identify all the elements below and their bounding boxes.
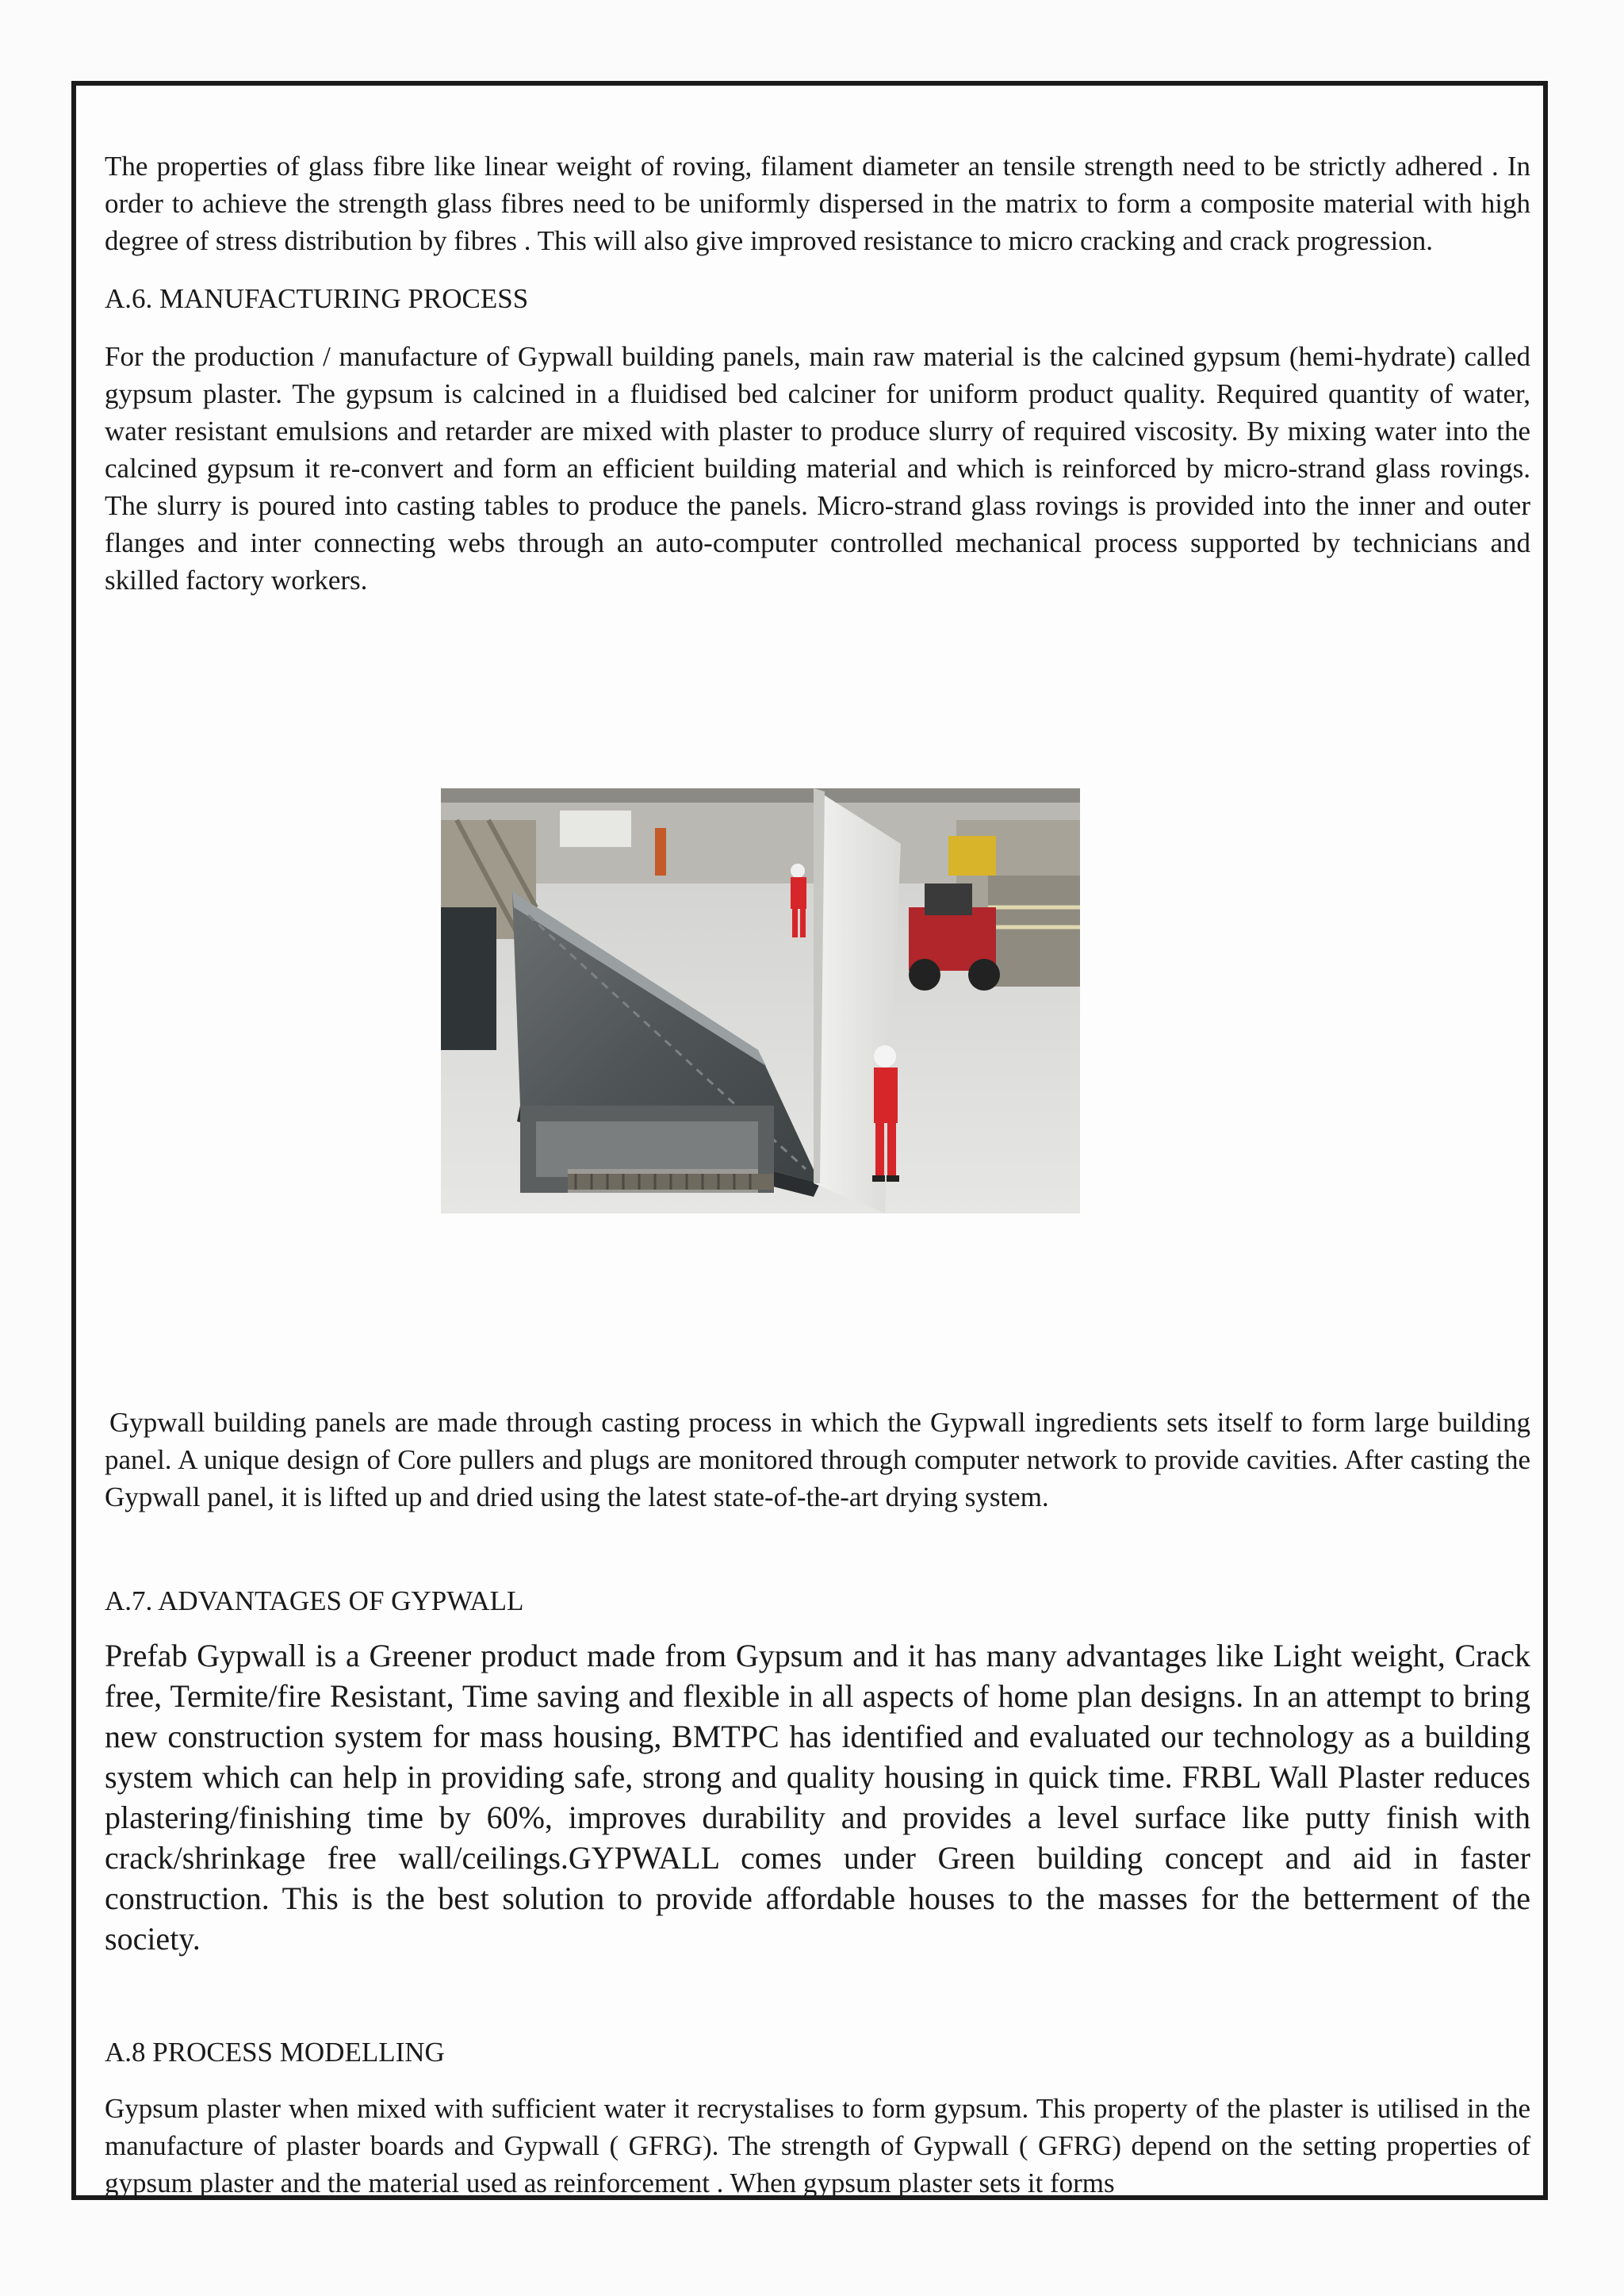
casting-paragraph: Gypwall building panels are made through casting process in which the Gypwall ingredients sets itself to form large building panel. A unique design of Core pullers and plugs are monitored through computer network to provide cavities. After casting the Gypwall panel, it is lifted up and dried using the latest state-of-the-art drying system. [105,1407,1530,1512]
page-frame [71,81,1548,2200]
intro-paragraph: The properties of glass fibre like linear weight of roving, filament diameter an tensile strength need to be strictly adhered . In order to achieve the strength glass fibres need to be uniformly dispersed in the matrix to form a composite material with high degree of stress distribution by fibres . This will also give improved resistance to micro cracking and crack progression. [105,151,1530,256]
section-heading-advantages: A.7. ADVANTAGES OF GYPWALL [105,1585,524,1616]
advantages-paragraph: Prefab Gypwall is a Greener product made from Gypsum and it has many advantages like Light weight, Crack free, Termite/fire Resistant, Time saving and flexible in all aspects of home plan designs. In an attempt to bring new construction system for mass housing, BMTPC has identified and evaluated our technology as a building system which can help in providing safe, strong and quality housing in quick time. FRBL Wall Plaster reduces plastering/finishing time by 60%, improves durability and provides a level surface like putty finish with crack/shrinkage free wall/ceilings.GYPWALL comes under Green building concept and aid in faster construction. This is the best solution to provide affordable houses to the masses for the betterment of the society. [105,1638,1530,1957]
factory-panel-illustration [441,788,1080,1213]
modelling-paragraph: Gypsum plaster when mixed with sufficient water it recrystalises to form gypsum. This property of the plaster is utilised in the manufacture of plaster boards and Gypwall ( GFRG). The strength of Gypwall ( GFRG) depend on the setting properties of gypsum plaster and the material used as reinforcement . When gypsum plaster sets it forms [105,2093,1530,2198]
section-heading-modelling: A.8 PROCESS MODELLING [105,2037,445,2068]
manufacturing-paragraph: For the production / manufacture of Gypwall building panels, main raw material is the calcined gypsum (hemi-hydrate) called gypsum plaster. The gypsum is calcined in a fluidised bed calciner for uniform product quality. Required quantity of water, water resistant emulsions and retarder are mixed with plaster to produce slurry of required viscosity. By mixing water into the calcined gypsum it re-convert and form an efficient building material and which is reinforced by micro-strand glass rovings. The slurry is poured into casting tables to produce the panels. Micro-strand glass rovings is provided into the inner and outer flanges and inter connecting webs through an auto-computer controlled mechanical process supported by technicians and skilled factory workers. [105,341,1530,596]
section-heading-manufacturing: A.6. MANUFACTURING PROCESS [105,283,529,314]
factory-panel-photo [441,788,1080,1213]
